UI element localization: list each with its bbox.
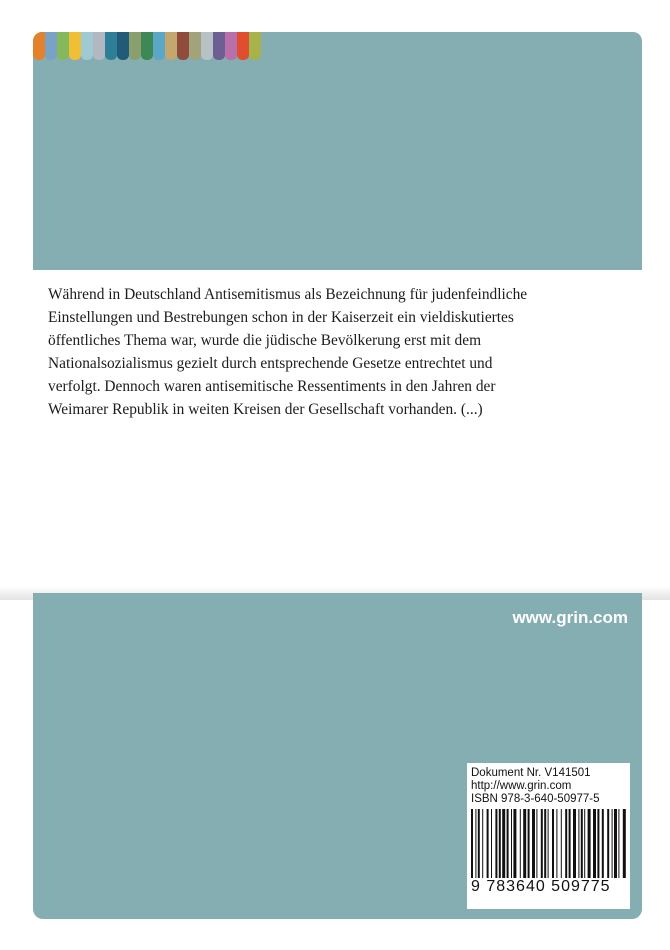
barcode-bar: [614, 809, 617, 879]
blurb-line: Weimarer Republik in weiten Kreisen der Gesellschaft vorhanden. (...): [48, 401, 483, 418]
barcode-bar: [491, 809, 492, 879]
color-stripe: [249, 32, 261, 60]
barcode-bar: [544, 809, 546, 879]
color-stripe: [93, 32, 105, 60]
barcode-bar: [556, 809, 557, 879]
cover-bottom-panel: [33, 593, 642, 919]
blurb-line: Einstellungen und Bestrebungen schon in der Kaiserzeit ein vieldiskutiertes: [48, 309, 514, 326]
barcode-bar: [597, 809, 599, 879]
barcode-digits: 9 783640 509775: [471, 878, 627, 896]
barcode-bar: [588, 809, 591, 879]
color-stripe: [129, 32, 141, 60]
barcode-bar: [507, 809, 509, 879]
barcode-bar: [578, 809, 579, 879]
barcode-bar: [520, 809, 521, 879]
barcode-bar: [569, 809, 571, 879]
color-stripe: [33, 32, 45, 60]
barcode-bar: [536, 809, 537, 879]
barcode-bar: [607, 809, 609, 879]
blurb-line: Während in Deutschland Antisemitismus als Bezeichnung für judenfeindliche: [48, 286, 528, 303]
color-stripe: [81, 32, 93, 60]
barcode-bar: [499, 809, 501, 879]
barcode-bar: [541, 809, 543, 879]
blurb-line: verfolgt. Dennoch waren antisemitische Ressentiments in den Jahren der: [48, 378, 496, 395]
barcode-bar: [573, 809, 576, 879]
barcode-bar: [502, 809, 505, 879]
color-stripe: [189, 32, 201, 60]
color-stripe: [45, 32, 57, 60]
color-stripe: [237, 32, 249, 60]
document-number: Dokument Nr. V141501: [471, 767, 591, 779]
barcode-bar: [548, 809, 549, 879]
barcode-bar: [495, 809, 497, 879]
blurb-line: Nationalsozialismus gezielt durch entsprechende Gesetze entrechtet und: [48, 355, 493, 372]
barcode-bar: [513, 809, 516, 879]
barcode-bar: [581, 809, 583, 879]
color-stripe: [57, 32, 69, 60]
blurb-line: öffentliches Thema war, wurde die jüdische Bevölkerung erst mit dem: [48, 332, 482, 349]
barcode-bar: [532, 809, 535, 879]
publisher-url[interactable]: www.grin.com: [512, 608, 628, 627]
barcode-bar: [487, 809, 489, 879]
cover-top-panel: [33, 32, 642, 270]
barcode-bar: [478, 809, 480, 879]
barcode-bar: [561, 809, 562, 879]
barcode-bar: [602, 809, 604, 879]
barcode-url: http://www.grin.com: [471, 780, 572, 792]
barcode-bar: [482, 809, 483, 879]
color-stripe: [141, 32, 153, 60]
barcode-bar: [593, 809, 596, 879]
color-stripe: [153, 32, 165, 60]
barcode-bar: [565, 809, 567, 887]
barcode-bar: [523, 809, 526, 879]
barcode-bar: [612, 809, 613, 879]
barcode-bar: [471, 809, 473, 887]
barcode-bar: [511, 809, 512, 879]
barcode-bar: [552, 809, 554, 879]
color-stripes: [33, 32, 261, 60]
barcode-box: [467, 763, 630, 909]
color-stripe: [177, 32, 189, 60]
color-stripe: [105, 32, 117, 60]
barcode-bar: [528, 809, 530, 879]
color-stripe: [165, 32, 177, 60]
color-stripe: [213, 32, 225, 60]
back-cover-blurb: [48, 283, 588, 421]
barcode-bar: [475, 809, 476, 879]
color-stripe: [69, 32, 81, 60]
color-stripe: [117, 32, 129, 60]
barcode-bar: [584, 809, 585, 879]
color-stripe: [225, 32, 237, 60]
isbn-line: ISBN 978-3-640-50977-5: [471, 793, 600, 805]
barcode-bar: [623, 809, 626, 879]
color-stripe: [201, 32, 213, 60]
barcode-bar: [618, 809, 619, 879]
